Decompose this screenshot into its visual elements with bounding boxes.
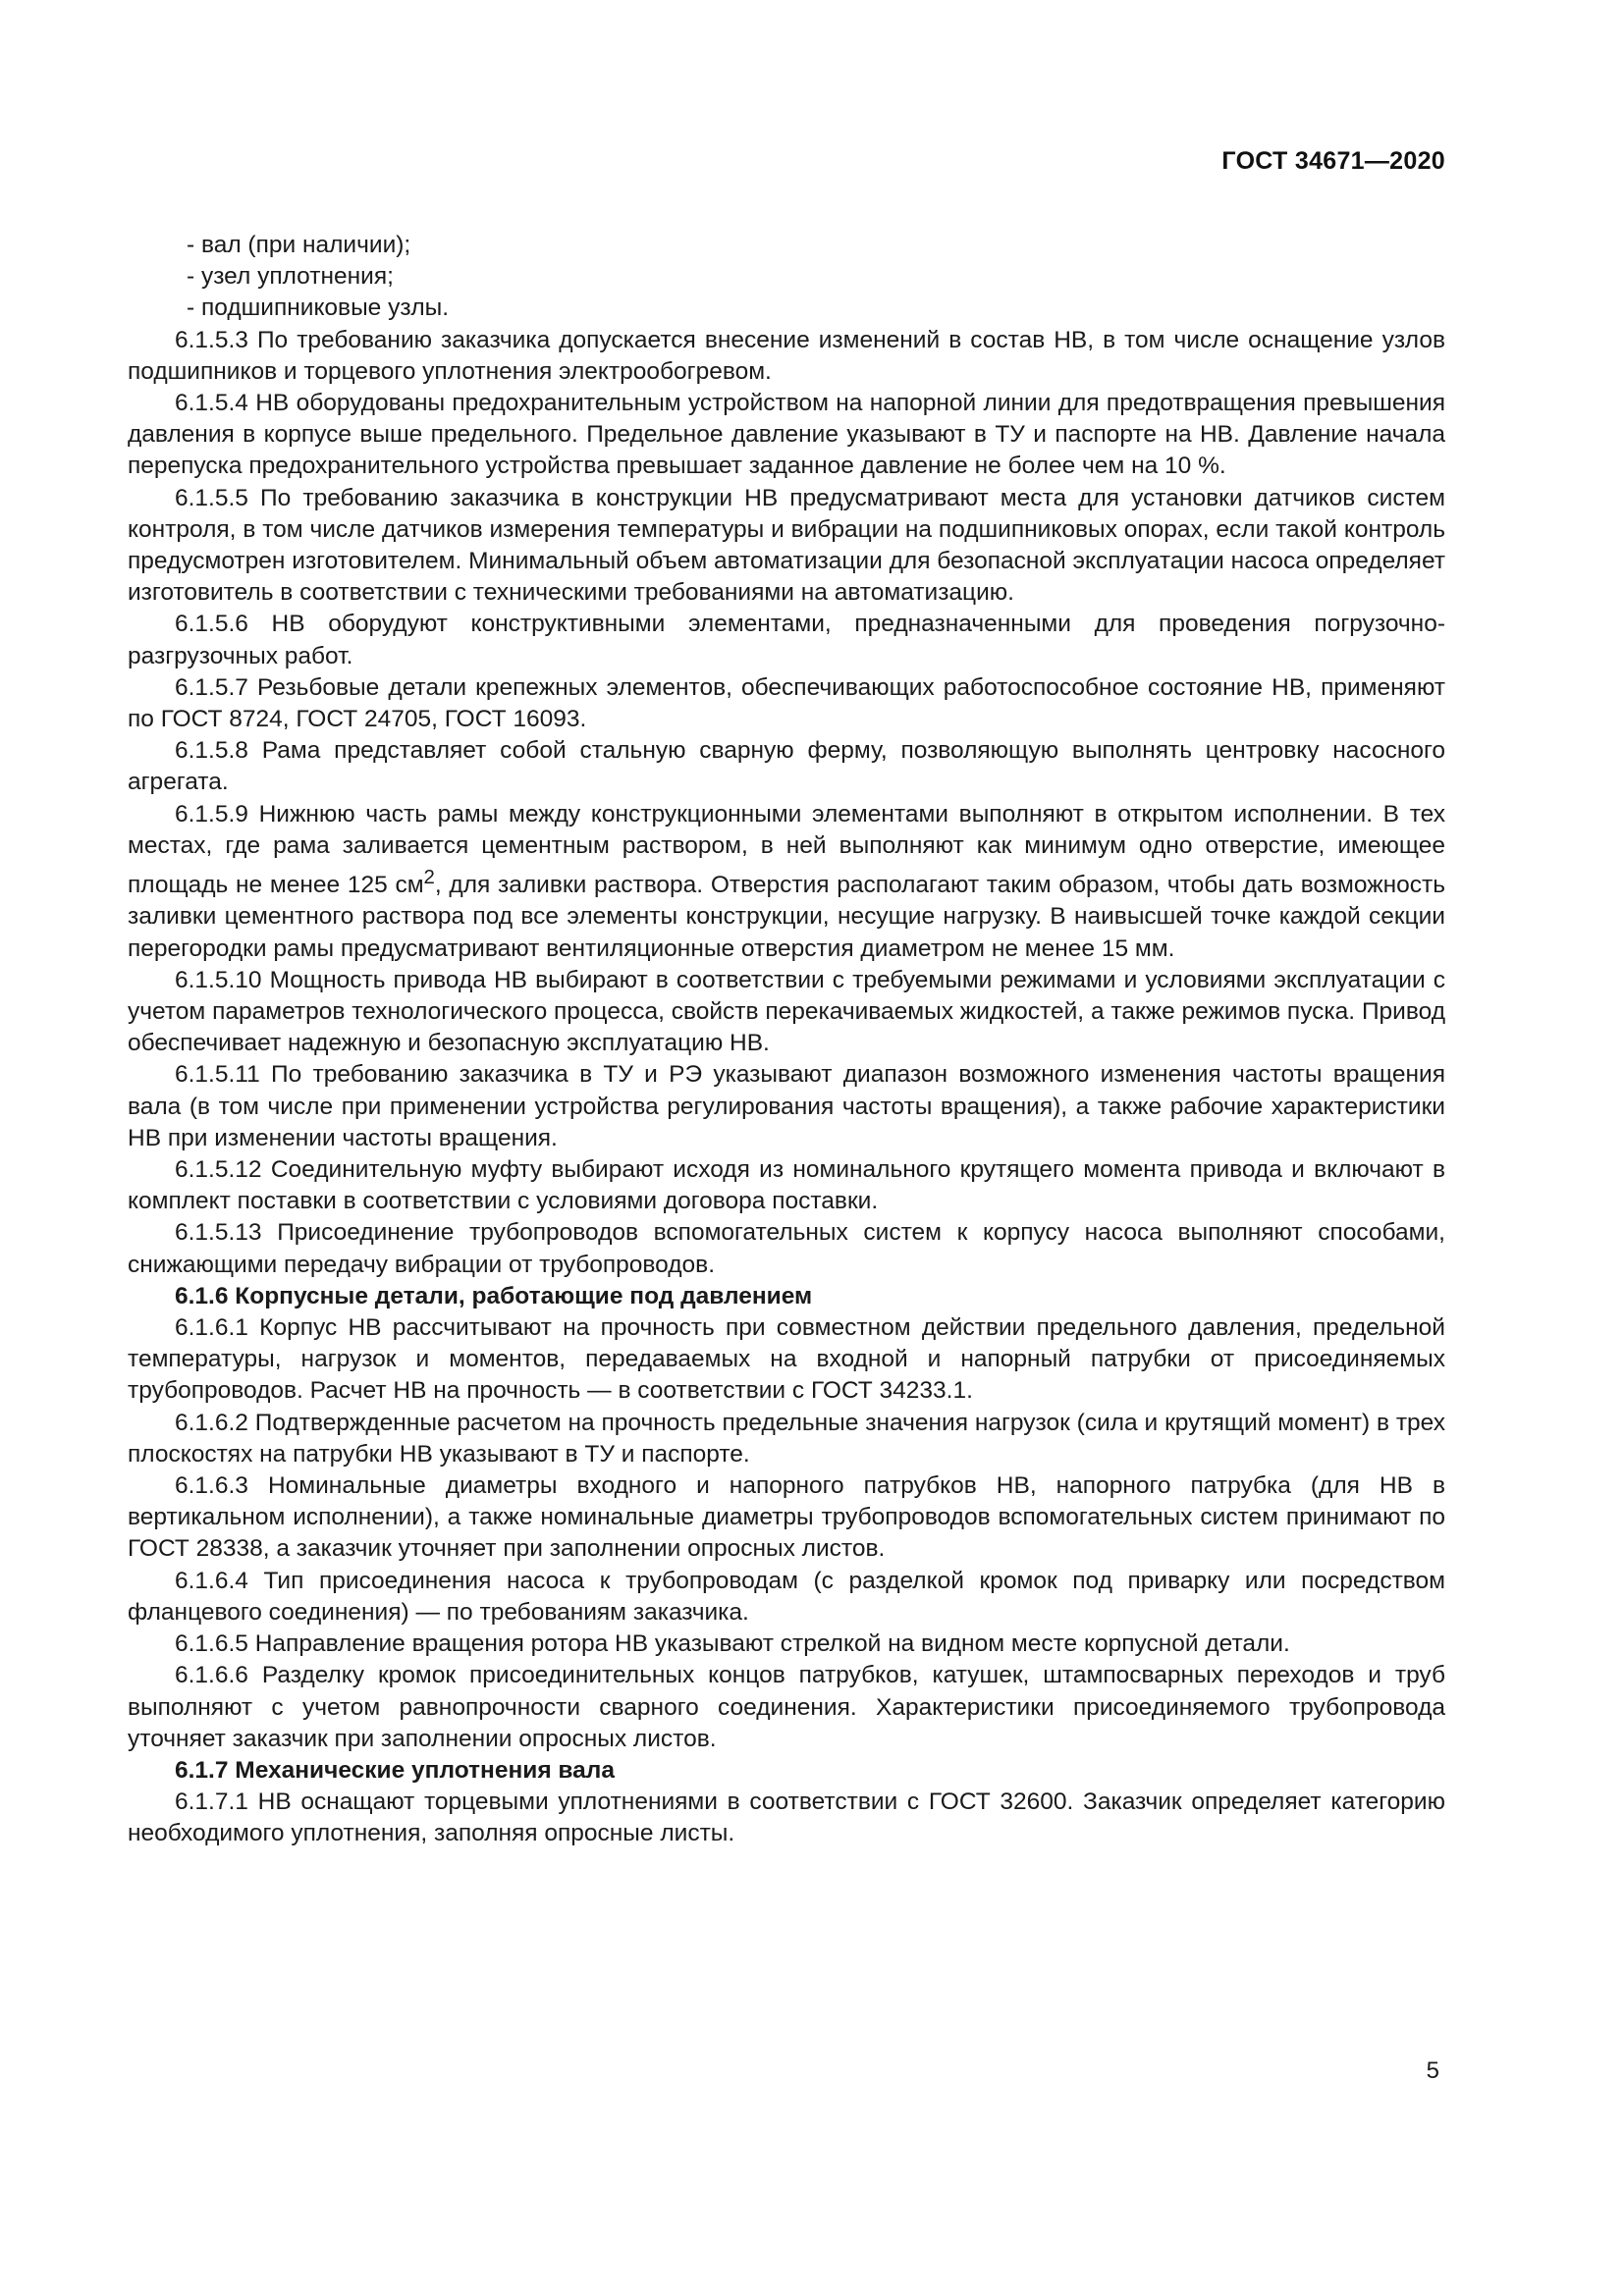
- paragraph-6-1-5-11: 6.1.5.11 По требованию заказчика в ТУ и РЭ указывают диапазон возможного изменения частоты вращения вала (в том числе при применении устройства регулирования частоты вращения), а также рабочие характеристики НВ при изменении частоты вращения.: [128, 1061, 1445, 1151]
- page-number: 5: [1426, 2057, 1439, 2084]
- paragraph-6-1-5-9: [128, 799, 1445, 965]
- section-heading-6-1-7: 6.1.7 Механические уплотнения вала: [175, 1756, 615, 1784]
- paragraph-text: , для заливки раствора. Отверстия располагают таким образом, чтобы дать возможность заливки цементного раствора под все элементы конструкции, несущие нагрузку. В наивысшей точке каждой секции перегородки рамы предусматривают вентиляционные отверстия диаметром не менее 15 мм.: [128, 872, 1445, 962]
- paragraph-6-1-6-2: 6.1.6.2 Подтвержденные расчетом на прочность предельные значения нагрузок (сила и крутящий момент) в трех плоскостях на патрубки НВ указывают в ТУ и паспорте.: [128, 1409, 1445, 1468]
- list-item: - подшипниковые узлы.: [187, 294, 450, 322]
- paragraph-6-1-5-5: 6.1.5.5 По требованию заказчика в конструкции НВ предусматривают места для установки датчиков систем контроля, в том числе датчиков измерения температуры и вибрации на подшипниковых опорах, если такой контроль предусмотрен изготовителем. Минимальный объем автоматизации для безопасной эксплуатации насоса определяет изготовитель в соответствии с техническими требованиями на автоматизацию.: [128, 484, 1445, 607]
- paragraph-6-1-5-4: 6.1.5.4 НВ оборудованы предохранительным устройством на напорной линии для предотвращения превышения давления в корпусе выше предельного. Предельное давление указывают в ТУ и паспорте на НВ. Давление начала перепуска предохранительного устройства превышает заданное давление не более чем на 10 %.: [128, 390, 1445, 480]
- document-body: [128, 230, 1445, 1850]
- superscript-2: 2: [423, 867, 435, 889]
- list-item: - узел уплотнения;: [187, 263, 394, 291]
- list-item: - вал (при наличии);: [187, 232, 411, 258]
- paragraph-6-1-5-7: 6.1.5.7 Резьбовые детали крепежных элементов, обеспечивающих работоспособное состояние НВ, применяют по ГОСТ 8724, ГОСТ 24705, ГОСТ 16093.: [128, 673, 1445, 733]
- paragraph-6-1-5-10: 6.1.5.10 Мощность привода НВ выбирают в соответствии с требуемыми режимами и условиями эксплуатации с учетом параметров технологического процесса, свойств перекачиваемых жидкостей, а также режимов пуска. Привод обеспечивает надежную и безопасную эксплуатацию НВ.: [128, 966, 1445, 1057]
- paragraph-6-1-6-5: 6.1.6.5 Направление вращения ротора НВ указывают стрелкой на видном месте корпусной детали.: [175, 1630, 1290, 1658]
- paragraph-6-1-5-13: 6.1.5.13 Присоединение трубопроводов вспомогательных систем к корпусу насоса выполняют способами, снижающими передачу вибрации от трубопроводов.: [128, 1219, 1445, 1278]
- paragraph-6-1-6-6: 6.1.6.6 Разделку кромок присоединительных концов патрубков, катушек, штампосварных переходов и труб выполняют с учетом равнопрочности сварного соединения. Характеристики присоединяемого трубопровода уточняет заказчик при заполнении опросных листов.: [128, 1662, 1445, 1752]
- paragraph-6-1-5-8: 6.1.5.8 Рама представляет собой стальную сварную ферму, позволяющую выполнять центровку насосного агрегата.: [128, 737, 1445, 796]
- paragraph-6-1-6-3: 6.1.6.3 Номинальные диаметры входного и напорного патрубков НВ, напорного патрубка (для НВ в вертикальном исполнении), а также номинальные диаметры трубопроводов вспомогательных систем принимают по ГОСТ 28338, а заказчик уточняет при заполнении опросных листов.: [128, 1472, 1445, 1563]
- paragraph-6-1-6-4: 6.1.6.4 Тип присоединения насоса к трубопроводам (с разделкой кромок под приварку или посредством фланцевого соединения) — по требованиям заказчика.: [128, 1567, 1445, 1626]
- paragraph-text: 6.1.5.9 Нижнюю часть рамы между конструкционными элементами выполняют в открытом исполнении. В тех местах, где рама заливается цементным раствором, в ней выполняют как минимум одно отверстие, имеющее площадь не менее 125 см: [128, 800, 1445, 899]
- paragraph-6-1-5-12: 6.1.5.12 Соединительную муфту выбирают исходя из номинального крутящего момента привода и включают в комплект поставки в соответствии с условиями договора поставки.: [128, 1156, 1445, 1215]
- paragraph-6-1-5-6: 6.1.5.6 НВ оборудуют конструктивными элементами, предназначенными для проведения погрузочно-разгрузочных работ.: [128, 611, 1445, 669]
- paragraph-6-1-6-1: 6.1.6.1 Корпус НВ рассчитывают на прочность при совместном действии предельного давления, предельной температуры, нагрузок и моментов, передаваемых на входной и напорный патрубки от присоединяемых трубопроводов. Расчет НВ на прочность — в соответствии с ГОСТ 34233.1.: [128, 1314, 1445, 1405]
- paragraph-6-1-5-3: 6.1.5.3 По требованию заказчика допускается внесение изменений в состав НВ, в том числе оснащение узлов подшипников и торцевого уплотнения электрообогревом.: [128, 326, 1445, 385]
- document-code-header: ГОСТ 34671—2020: [1221, 147, 1445, 175]
- section-heading-6-1-6: 6.1.6 Корпусные детали, работающие под давлением: [175, 1282, 813, 1309]
- paragraph-6-1-7-1: 6.1.7.1 НВ оснащают торцевыми уплотнениями в соответствии с ГОСТ 32600. Заказчик определяет категорию необходимого уплотнения, заполняя опросные листы.: [128, 1789, 1445, 1847]
